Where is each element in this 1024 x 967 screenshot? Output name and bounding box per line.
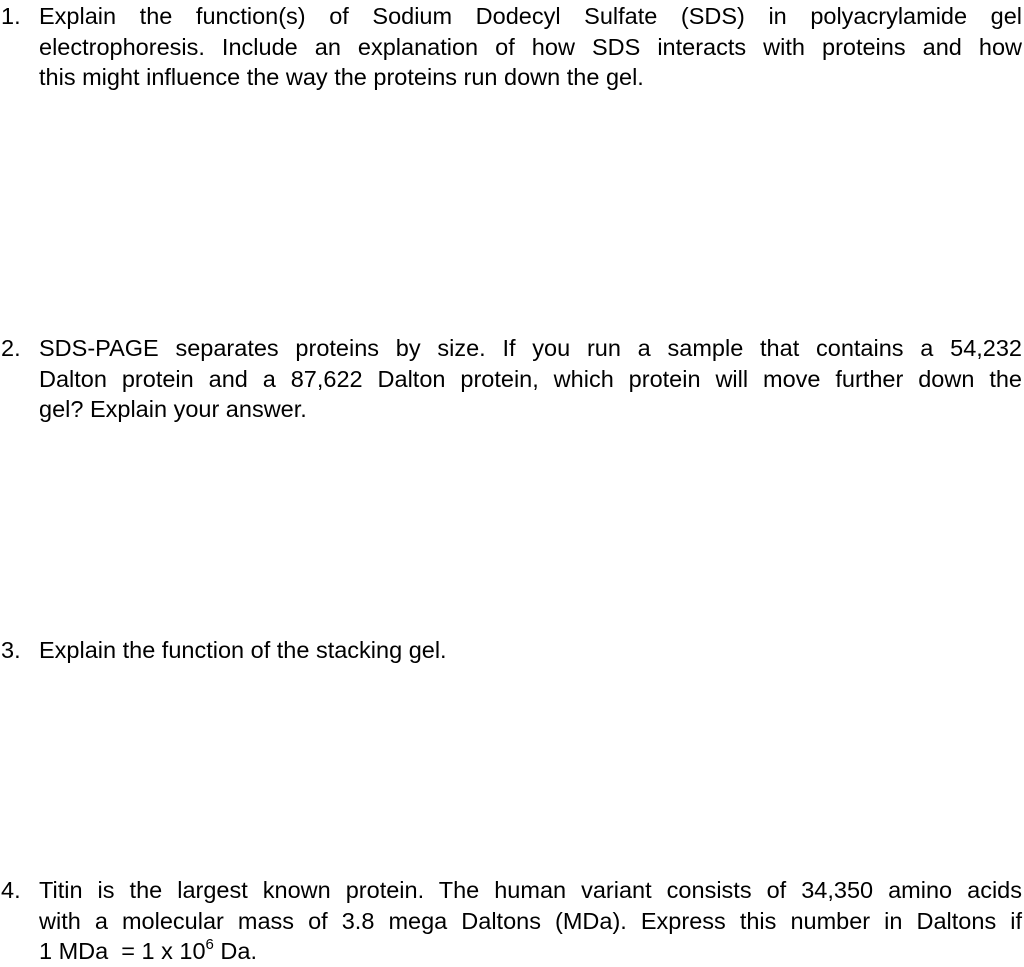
formula-suffix: Da.	[213, 938, 257, 964]
question-4	[0, 875, 1024, 967]
question-number: 1.	[1, 3, 21, 29]
question-text	[39, 333, 1022, 425]
question-number: 3.	[1, 637, 21, 663]
question-number: 4.	[1, 877, 21, 903]
question-line: Explain the function(s) of Sodium Dodecyl Sulfate (SDS) in polyacrylamide gel	[39, 3, 1022, 29]
question-number: 2.	[1, 335, 21, 361]
question-line: Explain the function of the stacking gel.	[39, 637, 447, 663]
question-line: Titin is the largest known protein. The human variant consists of 34,350 amino acids	[39, 877, 1022, 903]
question-line: with a molecular mass of 3.8 mega Daltons (MDa). Express this number in Daltons if	[39, 907, 1022, 934]
question-line: this might influence the way the proteins run down the gel.	[39, 64, 644, 90]
question-text	[39, 875, 1022, 967]
question-line: SDS-PAGE separates proteins by size. If you run a sample that contains a 54,232	[39, 335, 1022, 361]
question-line-formula	[39, 936, 1022, 967]
question-2	[0, 333, 1024, 425]
question-text	[39, 1, 1022, 93]
question-1	[0, 1, 1024, 93]
question-line: gel? Explain your answer.	[39, 396, 307, 422]
question-text	[39, 635, 1022, 666]
question-3	[0, 635, 1024, 666]
formula-exponent: 6	[205, 936, 214, 954]
formula-prefix: 1 MDa = 1 x 10	[39, 938, 206, 964]
question-line: electrophoresis. Include an explanation of how SDS interacts with proteins and how	[39, 33, 1022, 60]
question-line: Dalton protein and a 87,622 Dalton protein, which protein will move further down the	[39, 365, 1022, 392]
